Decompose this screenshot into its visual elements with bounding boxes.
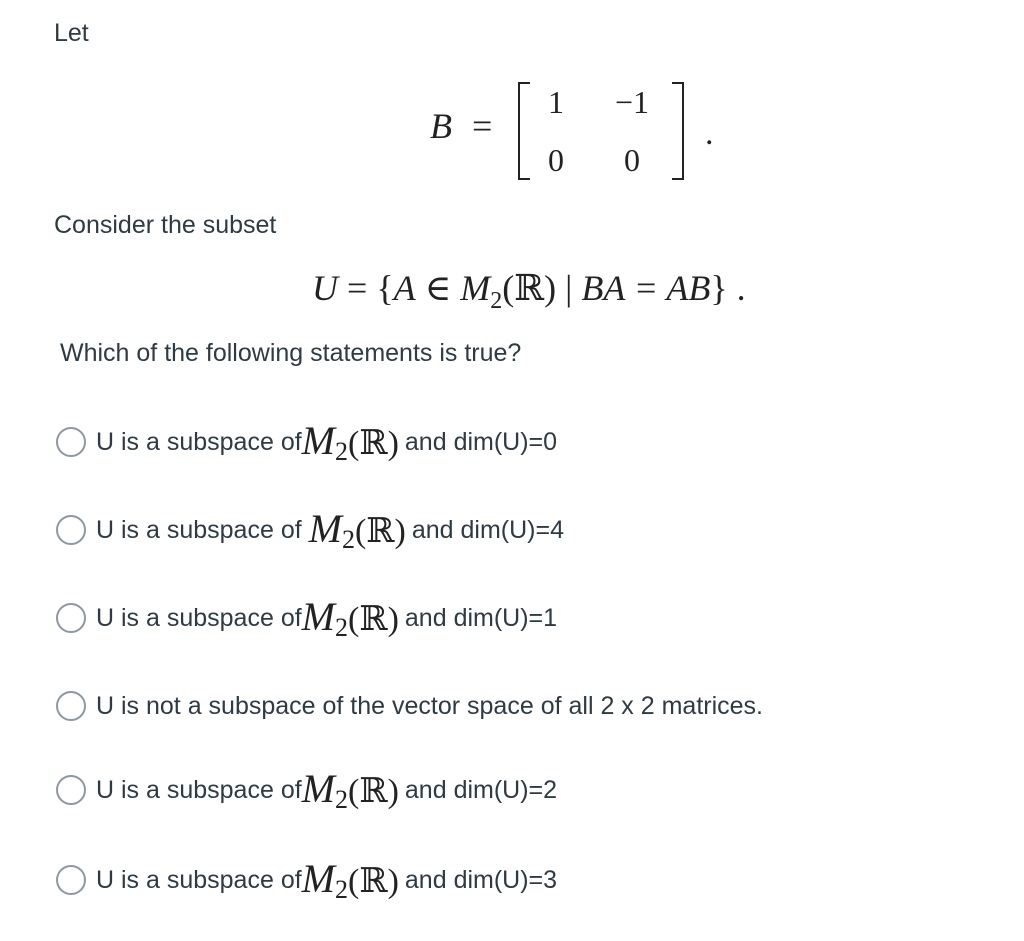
option-space-symbol: $M_2(ℝ)$	[301, 594, 399, 642]
option-label: U is not a subspace of the vector space of all 2 x 2 matrices.	[96, 691, 763, 720]
matrix-cell-r2c2: 0	[624, 142, 640, 178]
radio-button[interactable]	[56, 603, 86, 633]
option-space-symbol: $M_2(ℝ)$	[308, 506, 406, 554]
option-dim-3[interactable]	[56, 856, 558, 904]
set-period: .	[736, 268, 746, 308]
option-label-start: U is a subspace of	[96, 427, 302, 456]
option-space-symbol: $M_2(ℝ)$	[301, 418, 399, 466]
right-bracket	[672, 82, 684, 180]
set-condition: BA = AB	[581, 268, 711, 308]
radio-button[interactable]	[56, 865, 86, 895]
option-label-end: and dim(U)=2	[404, 775, 558, 804]
option-label-start: U is a subspace of	[96, 865, 302, 894]
set-lhs: U	[312, 268, 338, 308]
option-dim-4[interactable]	[56, 506, 565, 554]
radio-button[interactable]	[56, 427, 86, 457]
option-dim-0[interactable]	[56, 418, 558, 466]
radio-button[interactable]	[56, 515, 86, 545]
matrix-cell-r1c2: −1	[614, 84, 650, 120]
option-label-end: and dim(U)=4	[411, 515, 565, 544]
question-prompt: Which of the following statements is true?	[60, 339, 522, 367]
option-dim-1[interactable]	[56, 594, 558, 642]
option-space-symbol: $M_2(ℝ)$	[301, 856, 399, 904]
left-bracket	[518, 82, 530, 180]
set-equals: =	[347, 268, 368, 308]
matrix-cell-r2c1: 0	[548, 142, 564, 178]
option-not-subspace[interactable]	[56, 686, 763, 726]
option-dim-2[interactable]	[56, 766, 558, 814]
option-label-end: and dim(U)=3	[404, 865, 558, 894]
intro-text: Let	[54, 19, 89, 47]
matrix-b-equation	[430, 78, 730, 188]
set-u-definition	[312, 266, 746, 323]
consider-text: Consider the subset	[54, 211, 277, 239]
set-in-symbol: ∈	[424, 268, 452, 308]
set-field: (ℝ)	[502, 268, 557, 308]
radio-button[interactable]	[56, 691, 86, 721]
option-label-start: U is a subspace of	[96, 515, 309, 544]
set-element: A	[393, 268, 416, 308]
option-label-start: U is a subspace of	[96, 603, 302, 632]
matrix-variable: B	[430, 106, 452, 146]
matrix-period: .	[705, 115, 714, 152]
set-close-brace: }	[710, 268, 728, 308]
option-label-end: and dim(U)=1	[404, 603, 558, 632]
option-label-end: and dim(U)=0	[404, 427, 558, 456]
matrix-cell-r1c1: 1	[548, 84, 564, 120]
set-space-subscript: 2	[490, 288, 503, 315]
option-space-symbol: $M_2(ℝ)$	[301, 766, 399, 814]
set-bar: |	[565, 268, 573, 308]
matrix-equals: =	[472, 106, 493, 146]
option-label-start: U is a subspace of	[96, 775, 302, 804]
set-open-brace: {	[376, 268, 394, 308]
set-space: M	[460, 268, 491, 308]
radio-button[interactable]	[56, 775, 86, 805]
